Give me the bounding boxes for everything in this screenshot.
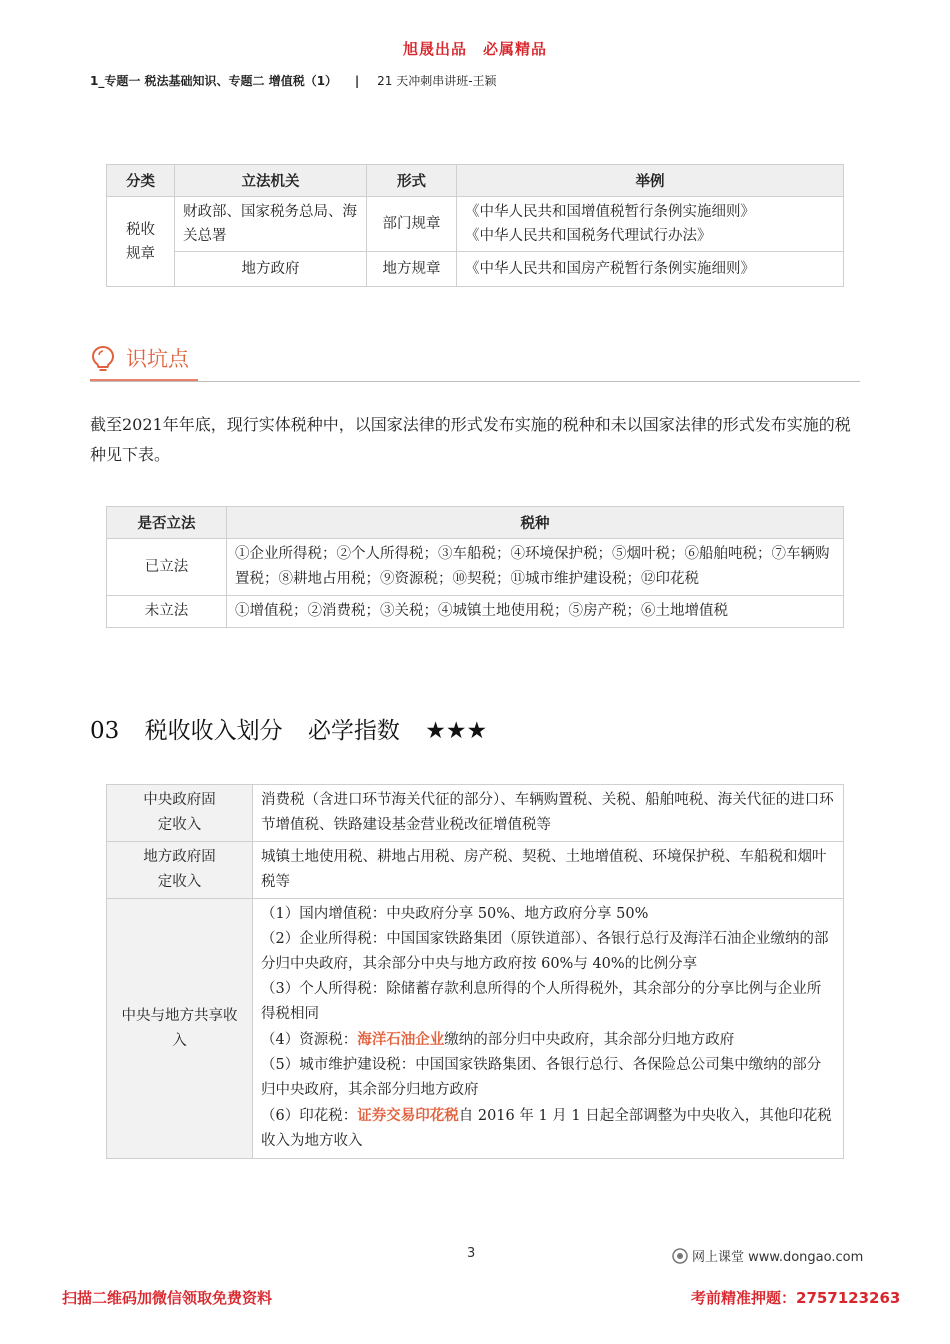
star-rating: ★★★ [425,718,488,744]
section-heading [90,712,505,745]
header-separator: | [354,74,360,88]
row-label: 地方政府固定收入 [107,842,253,899]
tip-title: 识坑点 [126,347,189,371]
page-header [90,72,497,89]
example-cell [457,252,844,287]
brand-footer [672,1246,863,1265]
row-content [253,899,844,1159]
status-cell: 已立法 [107,539,227,596]
column-header: 立法机关 [175,165,367,197]
form-cell: 部门规章 [367,197,457,252]
column-header: 举例 [457,165,844,197]
highlight-text: 证券交易印花税 [357,1107,459,1124]
category-cell: 税收规章 [107,197,175,287]
table-row [107,842,844,899]
header-title: 1_专题一 税法基础知识、专题二 增值税（1） [90,74,338,88]
item-text: （4）资源税： [261,1032,358,1048]
taxes-cell: ①企业所得税；②个人所得税；③车船税；④环境保护税；⑤烟叶税；⑥船舶吨税；⑦车辆购置税；⑧耕地占用税；⑨资源税；⑩契税；⑪城市维护建设税；⑫印花税 [227,539,844,596]
example-line: 《中华人民共和国税务代理试行办法》 [465,228,712,244]
list-item: （2）企业所得税：中国国家铁路集团（原铁道部）、各银行总行及海洋石油企业缴纳的部分归中央政府，其余部分中央与地方政府按 60%与 40%的比例分享 [261,931,829,972]
example-cell [457,197,844,252]
table-row [107,197,844,252]
list-item [261,1103,835,1154]
item-text: 缴纳的部分归中央政府，其余部分归地方政府 [444,1032,735,1048]
column-header: 税种 [227,507,844,539]
section-number: 03 [90,718,120,744]
table-row [107,596,844,628]
taxes-cell: ①增值税；②消费税；③关税；④城镇土地使用税；⑤房产税；⑥土地增值税 [227,596,844,628]
example-line: 《中华人民共和国房产税暂行条例实施细则》 [465,261,755,277]
table-row [107,252,844,287]
list-item: （5）城市维护建设税：中国国家铁路集团、各银行总行、各保险总公司集中缴纳的部分归中央政府，其余部分归地方政府 [261,1057,822,1098]
table-row [107,899,844,1159]
tip-paragraph: 截至2021年年底，现行实体税种中，以国家法律的形式发布实施的税种和未以国家法律的形式发布实施的税种见下表。 [90,415,851,464]
column-header: 分类 [107,165,175,197]
example-line: 《中华人民共和国增值税暂行条例实施细则》 [465,204,755,220]
revenue-division-table [106,784,844,1159]
legislation-status-table [106,506,844,628]
table-header-row [107,507,844,539]
footer-promo-right: 考前精准押题：2757123263 [691,1289,901,1307]
table-row [107,539,844,596]
table-row [107,785,844,842]
list-item: （3）个人所得税：除储蓄存款利息所得的个人所得税外，其余部分的分享比例与企业所得税相同 [261,981,822,1022]
row-label: 中央与地方共享收入 [107,899,253,1159]
lightbulb-icon [90,345,116,373]
table-header-row [107,165,844,197]
page-number: 3 [467,1246,476,1261]
top-banner: 旭晟出品 必属精品 [402,40,547,58]
list-item: （1）国内增值税：中央政府分享 50%、地方政府分享 50% [261,906,649,922]
column-header: 是否立法 [107,507,227,539]
section-index-label: 必学指数 [307,718,400,744]
brand-logo-icon [672,1248,688,1264]
item-text: （6）印花税： [261,1108,358,1124]
list-item [261,1027,835,1053]
section-title: 税收收入划分 [144,718,283,744]
item-text: 自 2016 年 1 月 1 日起全部调整为中央收入，其他印花税收入为地方收入 [261,1108,832,1149]
column-header: 形式 [367,165,457,197]
tax-regulation-table [106,164,844,287]
divider [90,381,860,382]
row-label: 中央政府固定收入 [107,785,253,842]
row-content: 消费税（含进口环节海关代征的部分）、车辆购置税、关税、船舶吨税、海关代征的进口环节增值税、铁路建设基金营业税改征增值税等 [253,785,844,842]
organ-cell: 财政部、国家税务总局、海关总署 [175,197,367,252]
status-cell: 未立法 [107,596,227,628]
brand-text: 网上课堂 www.dongao.com [692,1250,864,1265]
form-cell: 地方规章 [367,252,457,287]
highlight-text: 海洋石油企业 [357,1031,445,1048]
organ-cell: 地方政府 [175,252,367,287]
row-content: 城镇土地使用税、耕地占用税、房产税、契税、土地增值税、环境保护税、车船税和烟叶税等 [253,842,844,899]
footer-promo-left: 扫描二维码加微信领取免费资料 [62,1289,273,1307]
header-course: 21 天冲刺串讲班-王颖 [377,74,497,88]
